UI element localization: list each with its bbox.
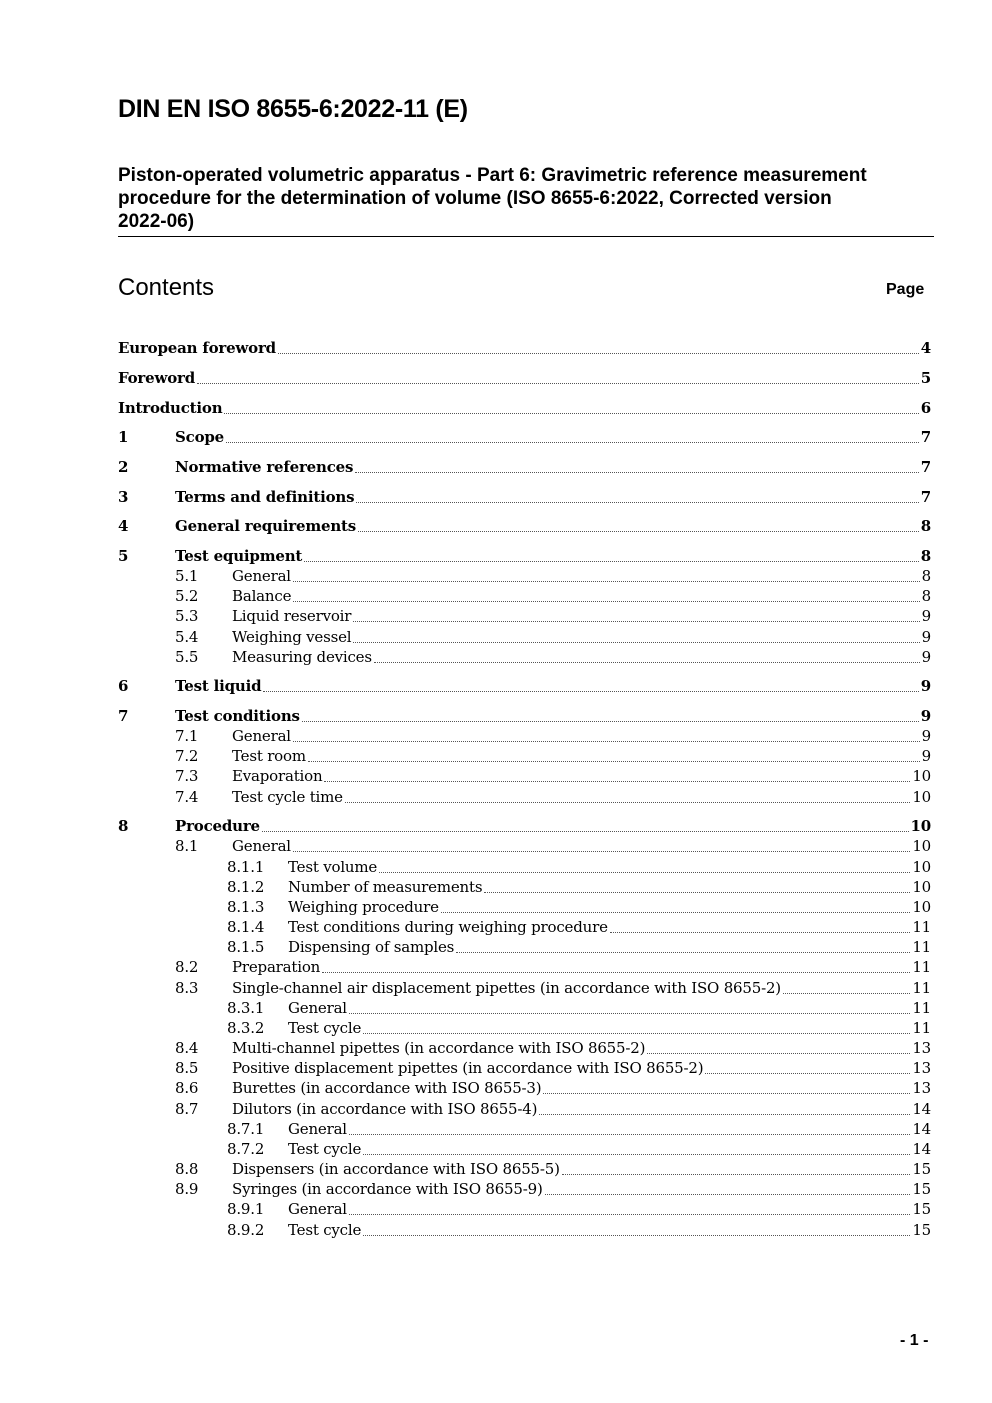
toc-entry-page: 10	[912, 878, 931, 896]
toc-entry-page: 9	[921, 747, 931, 765]
toc-entry-number: 8.1.5	[227, 938, 265, 956]
toc-entry-title: General	[232, 567, 291, 585]
dot-leader	[545, 1194, 911, 1195]
toc-entry-page: 11	[912, 999, 931, 1017]
toc-entry-page: 15	[912, 1160, 931, 1178]
toc-entry-title: Liquid reservoir	[232, 607, 352, 625]
toc-entry-number: 4	[118, 517, 129, 535]
toc-entry[interactable]	[118, 746, 931, 766]
toc-entry-number: 7	[118, 707, 129, 725]
toc-entry-title: General requirements	[175, 517, 357, 535]
toc-entry-title: Scope	[175, 428, 225, 446]
dot-leader	[293, 741, 920, 742]
dot-leader	[308, 761, 920, 762]
dot-leader	[647, 1053, 910, 1054]
toc-entry-page: 8	[920, 547, 931, 565]
toc-entry[interactable]	[118, 1139, 931, 1159]
toc-entry-title: Test cycle	[288, 1140, 362, 1158]
toc-entry-title: Single-channel air displacement pipettes (in accordance with ISO 8655-2)	[232, 979, 781, 997]
dot-leader	[293, 581, 920, 582]
toc-entry[interactable]	[118, 857, 931, 877]
toc-entry-title: Dilutors (in accordance with ISO 8655-4)	[232, 1100, 538, 1118]
dot-leader	[349, 1134, 910, 1135]
toc-entry-page: 10	[910, 817, 931, 835]
toc-entry[interactable]	[118, 1018, 931, 1038]
toc-entry[interactable]	[118, 877, 931, 897]
toc-entry-page: 7	[920, 458, 931, 476]
dot-leader	[363, 1033, 910, 1034]
toc-entry-page: 13	[912, 1079, 931, 1097]
toc-entry-title: Terms and definitions	[175, 488, 355, 506]
toc-entry-number: 8.1.1	[227, 858, 265, 876]
toc-entry-title: Multi-channel pipettes (in accordance with ISO 8655-2)	[232, 1039, 646, 1057]
toc-entry[interactable]	[118, 338, 931, 358]
toc-entry-title: General	[288, 1200, 347, 1218]
toc-entry-page: 10	[912, 767, 931, 785]
toc-entry-title: Balance	[232, 587, 292, 605]
toc-entry-title: Test liquid	[175, 677, 262, 695]
toc-entry[interactable]	[118, 1119, 931, 1139]
footer-page-number: - 1 -	[900, 1332, 929, 1349]
toc-entry[interactable]	[118, 706, 931, 726]
toc-entry-number: 8.1.2	[227, 878, 265, 896]
toc-entry[interactable]	[118, 787, 931, 807]
dot-leader	[705, 1073, 910, 1074]
toc-entry-title: European foreword	[118, 339, 276, 357]
toc-entry-page: 9	[921, 727, 931, 745]
toc-entry-title: Dispensing of samples	[288, 938, 455, 956]
document-designation: DIN EN ISO 8655-6:2022-11 (E)	[118, 95, 468, 123]
toc-entry[interactable]	[118, 937, 931, 957]
toc-entry-page: 9	[921, 648, 931, 666]
toc-entry-title: Introduction	[118, 399, 223, 417]
dot-leader	[355, 472, 919, 473]
toc-entry[interactable]	[118, 1058, 931, 1078]
toc-entry-number: 8.5	[175, 1059, 199, 1077]
toc-entry-number: 8.9.2	[227, 1221, 265, 1239]
toc-entry-page: 8	[921, 587, 931, 605]
dot-leader	[345, 802, 910, 803]
toc-entry-number: 8.1	[175, 837, 199, 855]
dot-leader	[456, 952, 910, 953]
toc-entry[interactable]	[118, 586, 931, 606]
dot-leader	[226, 442, 919, 443]
toc-entry-title: Normative references	[175, 458, 354, 476]
dot-leader	[293, 601, 919, 602]
toc-entry-number: 5.2	[175, 587, 199, 605]
toc-entry-page: 14	[912, 1100, 931, 1118]
toc-entry[interactable]	[118, 1179, 931, 1199]
toc-entry-number: 5	[118, 547, 129, 565]
toc-entry-number: 7.4	[175, 788, 199, 806]
toc-entry-title: Burettes (in accordance with ISO 8655-3)	[232, 1079, 542, 1097]
dot-leader	[278, 353, 919, 354]
toc-entry[interactable]	[118, 427, 931, 447]
toc-entry-number: 8.3.2	[227, 1019, 265, 1037]
dot-leader	[353, 621, 919, 622]
toc-entry[interactable]	[118, 766, 931, 786]
toc-entry[interactable]	[118, 606, 931, 626]
dot-leader	[349, 1013, 910, 1014]
dot-leader	[363, 1235, 910, 1236]
dot-leader	[262, 831, 909, 832]
toc-entry-title: Preparation	[232, 958, 321, 976]
contents-heading: Contents	[118, 274, 215, 301]
toc-entry-title: General	[232, 837, 291, 855]
toc-entry-number: 8.7.2	[227, 1140, 265, 1158]
toc-entry-title: Test volume	[288, 858, 378, 876]
toc-entry-title: Measuring devices	[232, 648, 372, 666]
toc-entry-page: 11	[912, 958, 931, 976]
toc-entry-page: 10	[912, 898, 931, 916]
toc-entry-number: 7.1	[175, 727, 199, 745]
toc-entry-number: 7.2	[175, 747, 199, 765]
toc-entry-number: 8.6	[175, 1079, 199, 1097]
toc-entry-page: 15	[912, 1200, 931, 1218]
toc-entry-title: Dispensers (in accordance with ISO 8655-5)	[232, 1160, 560, 1178]
toc-entry[interactable]	[118, 1199, 931, 1219]
toc-entry-title: Positive displacement pipettes (in accordance with ISO 8655-2)	[232, 1059, 704, 1077]
toc-entry-page: 9	[920, 677, 931, 695]
toc-entry-number: 8.3.1	[227, 999, 265, 1017]
toc-entry-page: 8	[920, 517, 931, 535]
toc-entry-title: Test conditions	[175, 707, 300, 725]
toc-entry-number: 8.9.1	[227, 1200, 265, 1218]
toc-entry[interactable]	[118, 1220, 931, 1240]
toc-entry-title: Number of measurements	[288, 878, 483, 896]
dot-leader	[358, 531, 919, 532]
toc-entry-number: 5.4	[175, 628, 199, 646]
toc-entry-title: Weighing procedure	[288, 898, 439, 916]
toc-entry-page: 9	[921, 607, 931, 625]
toc-entry[interactable]	[118, 368, 931, 388]
toc-entry-title: Test equipment	[175, 547, 303, 565]
dot-leader	[363, 1154, 910, 1155]
dot-leader	[302, 721, 919, 722]
toc-entry[interactable]	[118, 978, 931, 998]
toc-entry-page: 11	[912, 979, 931, 997]
dot-leader	[263, 691, 918, 692]
dot-leader	[322, 972, 910, 973]
toc-entry-page: 10	[912, 788, 931, 806]
dot-leader	[293, 851, 910, 852]
toc-entry-title: General	[288, 999, 347, 1017]
toc-entry[interactable]	[118, 1038, 931, 1058]
toc-entry-number: 8	[118, 817, 129, 835]
toc-entry[interactable]	[118, 487, 931, 507]
subtitle-line: procedure for the determination of volume (ISO 8655-6:2022, Corrected version	[118, 188, 832, 209]
toc-entry-page: 10	[912, 858, 931, 876]
dot-leader	[379, 872, 910, 873]
toc-entry-number: 8.3	[175, 979, 199, 997]
toc-entry[interactable]	[118, 836, 931, 856]
toc-entry-title: Foreword	[118, 369, 195, 387]
toc-entry-page: 15	[912, 1180, 931, 1198]
toc-entry-page: 7	[920, 428, 931, 446]
toc-entry[interactable]	[118, 676, 931, 696]
toc-entry-number: 2	[118, 458, 129, 476]
toc-entry[interactable]	[118, 516, 931, 536]
toc-entry-title: Test cycle	[288, 1019, 362, 1037]
dot-leader	[324, 781, 910, 782]
toc-entry[interactable]	[118, 957, 931, 977]
toc-entry[interactable]	[118, 897, 931, 917]
toc-entry-title: General	[288, 1120, 347, 1138]
dot-leader	[562, 1174, 911, 1175]
toc-entry-page: 7	[920, 488, 931, 506]
toc-entry-page: 11	[912, 938, 931, 956]
dot-leader	[484, 892, 910, 893]
dot-leader	[783, 993, 910, 994]
toc-entry-title: Test cycle time	[232, 788, 343, 806]
toc-entry-number: 8.7	[175, 1100, 199, 1118]
toc-entry-title: Weighing vessel	[232, 628, 352, 646]
toc-entry[interactable]	[118, 726, 931, 746]
toc-entry-number: 8.8	[175, 1160, 199, 1178]
toc-entry-number: 7.3	[175, 767, 199, 785]
toc-entry-title: Syringes (in accordance with ISO 8655-9)	[232, 1180, 543, 1198]
toc-entry-page: 15	[912, 1221, 931, 1239]
toc-entry-page: 8	[921, 567, 931, 585]
toc-entry[interactable]	[118, 398, 931, 418]
page-column-label: Page	[886, 281, 925, 298]
toc-entry-title: Test cycle	[288, 1221, 362, 1239]
toc-entry-page: 14	[912, 1140, 931, 1158]
toc-entry-number: 5.1	[175, 567, 199, 585]
toc-entry-page: 6	[920, 399, 931, 417]
dot-leader	[349, 1214, 910, 1215]
toc-entry-page: 14	[912, 1120, 931, 1138]
toc-entry-number: 5.3	[175, 607, 199, 625]
toc-entry[interactable]	[118, 546, 931, 566]
toc-entry-page: 9	[920, 707, 931, 725]
toc-entry-title: Test conditions during weighing procedure	[288, 918, 608, 936]
toc-entry-number: 8.9	[175, 1180, 199, 1198]
toc-entry[interactable]	[118, 647, 931, 667]
toc-entry-title: General	[232, 727, 291, 745]
dot-leader	[224, 413, 918, 414]
toc-entry-title: Procedure	[175, 817, 260, 835]
dot-leader	[353, 642, 919, 643]
dot-leader	[374, 662, 920, 663]
toc-entry-title: Evaporation	[232, 767, 323, 785]
toc-entry[interactable]	[118, 566, 931, 586]
toc-entry-page: 10	[912, 837, 931, 855]
dot-leader	[356, 502, 918, 503]
toc-entry-page: 11	[912, 1019, 931, 1037]
toc-entry-page: 9	[921, 628, 931, 646]
toc-entry-number: 8.7.1	[227, 1120, 265, 1138]
toc-entry-page: 13	[912, 1059, 931, 1077]
toc-entry[interactable]	[118, 627, 931, 647]
toc-entry-number: 6	[118, 677, 129, 695]
toc-entry-page: 5	[920, 369, 931, 387]
subtitle-line: Piston-operated volumetric apparatus - Part 6: Gravimetric reference measurement	[118, 165, 867, 186]
toc-entry-number: 8.4	[175, 1039, 199, 1057]
subtitle-line: 2022-06)	[118, 211, 195, 232]
toc-entry-number: 8.2	[175, 958, 199, 976]
dot-leader	[539, 1114, 910, 1115]
toc-entry[interactable]	[118, 1099, 931, 1119]
dot-leader	[610, 932, 911, 933]
toc-entry-number: 8.1.3	[227, 898, 265, 916]
toc-entry-page: 11	[912, 918, 931, 936]
toc-entry-number: 1	[118, 428, 129, 446]
toc-entry[interactable]	[118, 1159, 931, 1179]
toc-entry-page: 4	[920, 339, 931, 357]
toc-entry-number: 3	[118, 488, 129, 506]
toc-entry[interactable]	[118, 1078, 931, 1098]
toc-entry-number: 8.1.4	[227, 918, 265, 936]
toc-entry[interactable]	[118, 457, 931, 477]
toc-entry[interactable]	[118, 998, 931, 1018]
toc-entry[interactable]	[118, 917, 931, 937]
toc-entry-number: 5.5	[175, 648, 199, 666]
dot-leader	[197, 383, 919, 384]
dot-leader	[304, 561, 919, 562]
dot-leader	[543, 1093, 910, 1094]
toc-entry[interactable]	[118, 816, 931, 836]
dot-leader	[441, 912, 911, 913]
toc-entry-page: 13	[912, 1039, 931, 1057]
toc-entry-title: Test room	[232, 747, 306, 765]
